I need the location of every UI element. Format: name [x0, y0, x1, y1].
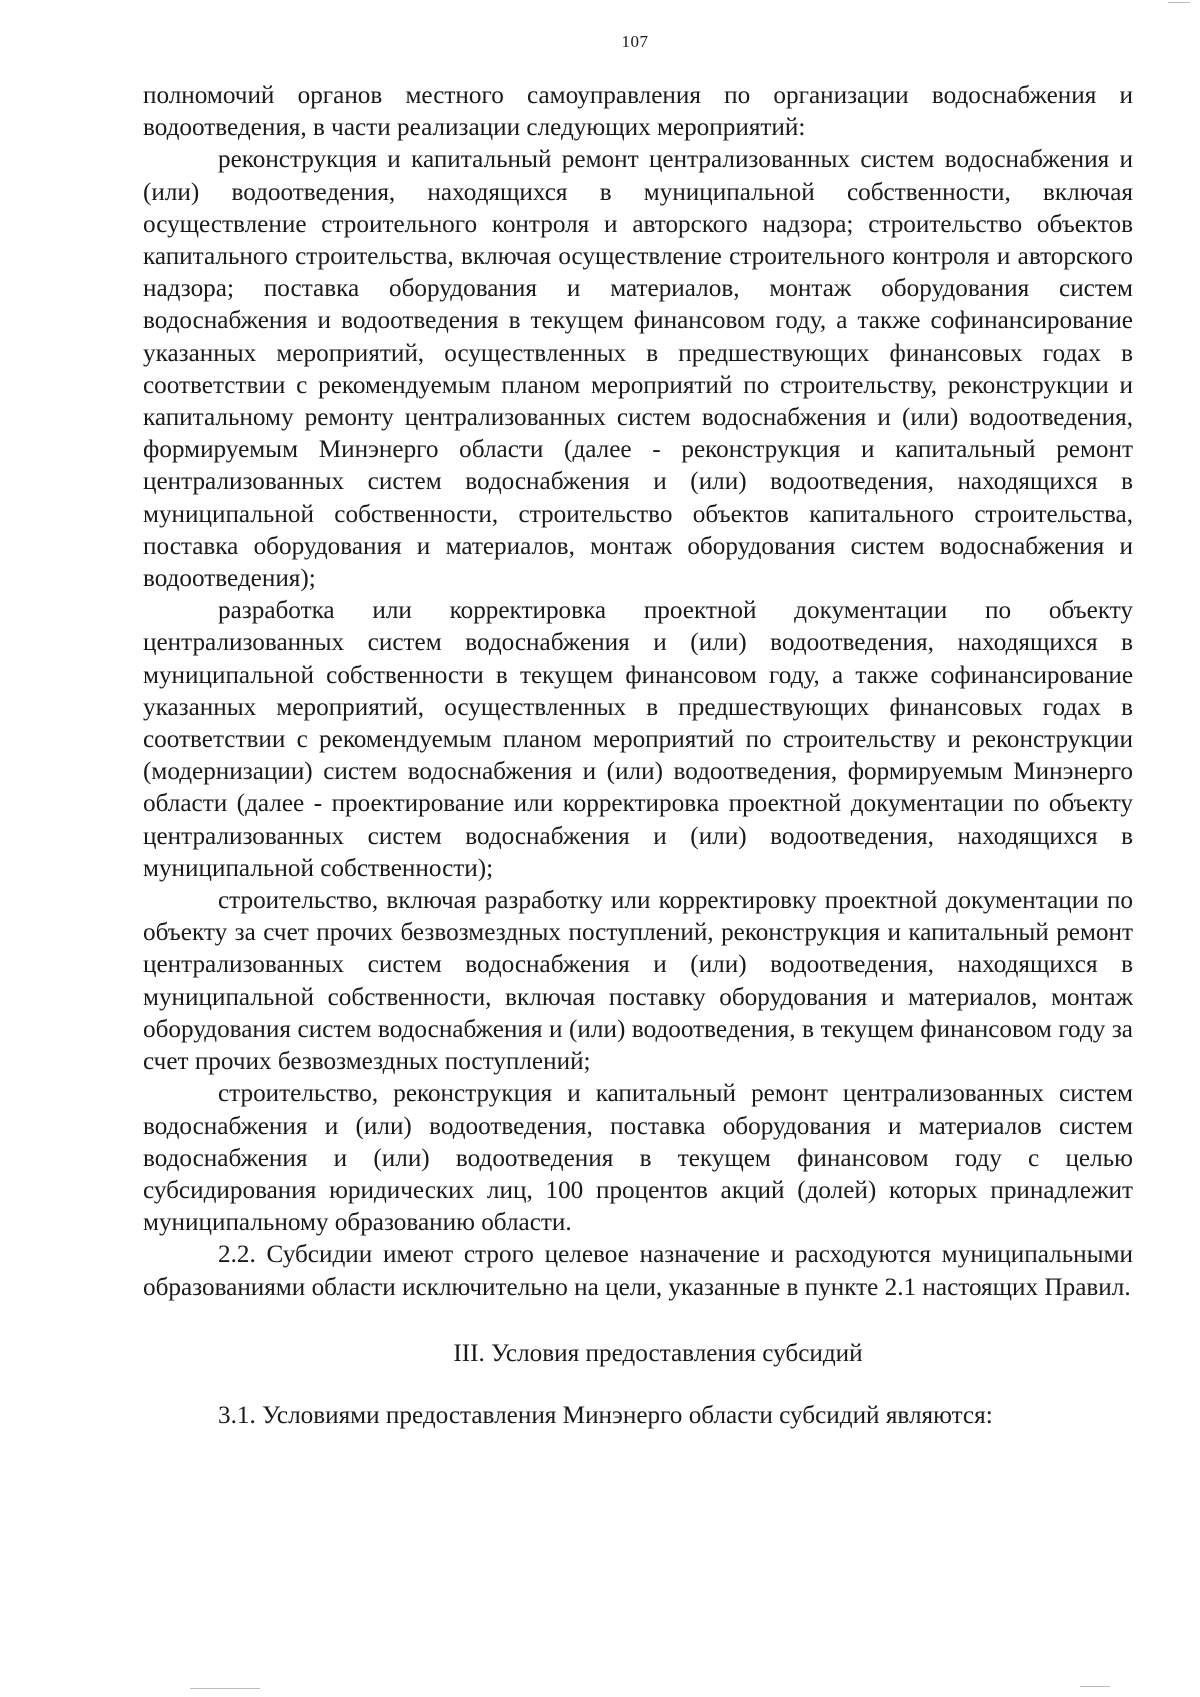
page-number: 107 — [621, 32, 649, 51]
paragraph-construction-gratuitous: строительство, включая разработку или корректировку проектной документации по объекту за счет прочих безвозмездных поступлений, реконструкция и капитальный ремонт централизованных систем водоснабжения и (или) водоотведения, находящихся в муниципальной собственности, включая поставку оборудования и материалов, монтаж оборудования систем водоснабжения и (или) водоотведения, в текущем финансовом году за счет прочих безвозмездных поступлений; — [143, 887, 1133, 1076]
paragraph-clause-2-2: 2.2. Субсидии имеют строго целевое назначение и расходуются муниципальными образованиями области исключительно на цели, указанные в пункте 2.1 настоящих Правил. — [143, 1241, 1133, 1301]
paragraph-legal-entities: строительство, реконструкция и капитальный ремонт централизованных систем водоснабжения и (или) водоотведения, поставка оборудования и материалов систем водоснабжения и (или) водоотведения в текущем финансовом году с целью субсидирования юридических лиц, 100 процентов акций (долей) которых принадлежит муниципальному образованию области. — [143, 1080, 1133, 1237]
section-heading: III. Условия предоставления субсидий — [453, 1339, 863, 1367]
scan-artifact-bottom-left — [190, 1688, 260, 1689]
paragraph-design-documentation: разработка или корректировка проектной документации по объекту централизованных систем водоснабжения и (или) водоотведения, находящихся в муниципальной собственности в текущем финансовом году, а также софинансирование указанных мероприятий, осуществленных в предшествующих финансовых годах в соответствии с рекомендуемым планом мероприятий по строительству и реконструкции (модернизации) систем водоснабжения и (или) водоотведения, формируемым Минэнерго области (далее - проектирование или корректировка проектной документации по объекту централизованных систем водоснабжения и (или) водоотведения, находящихся в муниципальной собственности); — [143, 597, 1133, 882]
scan-artifact-top-right — [1168, 2, 1190, 3]
paragraph-continuation: полномочий органов местного самоуправления по организации водоснабжения и водоотведения, в части реализации следующих мероприятий: — [143, 82, 1133, 142]
scan-artifact-bottom-right — [1080, 1686, 1110, 1687]
paragraph-clause-3-1: 3.1. Условиями предоставления Минэнерго области субсидий являются: — [218, 1401, 993, 1429]
document-body — [143, 80, 1133, 1432]
paragraph-reconstruction: реконструкция и капитальный ремонт централизованных систем водоснабжения и (или) водоотведения, находящихся в муниципальной собственности, включая осуществление строительного контроля и авторского надзора; строительство объектов капитального строительства, включая осуществление строительного контроля и авторского надзора; поставка оборудования и материалов, монтаж оборудования систем водоснабжения и водоотведения в текущем финансовом году, а также софинансирование указанных мероприятий, осуществленных в предшествующих финансовых годах в соответствии с рекомендуемым планом мероприятий по строительству, реконструкции и капитальному ремонту централизованных систем водоснабжения и (или) водоотведения, формируемым Минэнерго области (далее - реконструкция и капитальный ремонт централизованных систем водоснабжения и (или) водоотведения, находящихся в муниципальной собственности, строительство объектов капитального строительства, поставка оборудования и материалов, монтаж оборудования систем водоснабжения и водоотведения); — [143, 146, 1133, 593]
